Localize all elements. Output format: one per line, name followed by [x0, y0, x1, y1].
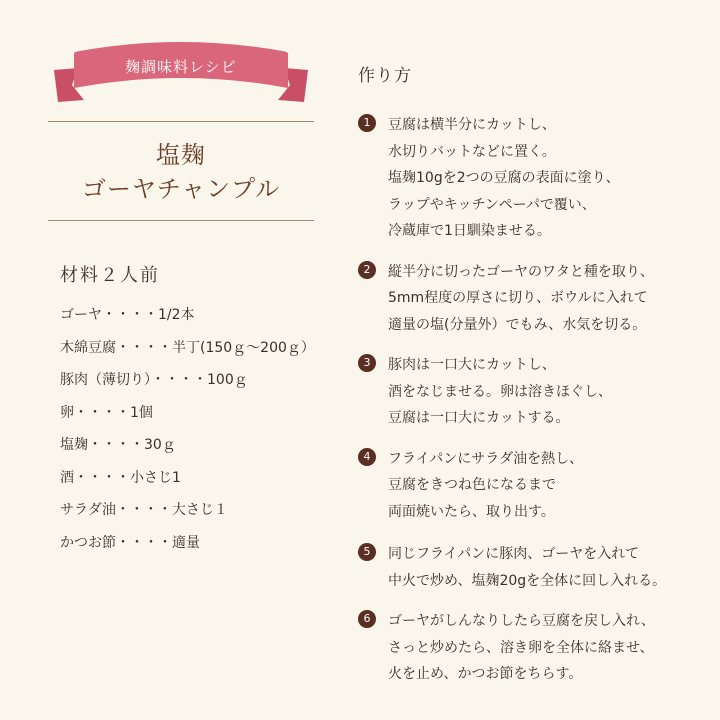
step-text-line: 水切りバットなどに置く。: [388, 143, 556, 160]
left-panel: [48, 28, 314, 565]
step-text-line: 両面焼いたら、取り出す。: [388, 503, 555, 520]
step-item: [358, 541, 698, 594]
banner-title: 麹調味料レシピ: [125, 58, 237, 76]
ingredient-item: 豚肉（薄切り）・・・・100ｇ: [60, 372, 248, 388]
step-text-line: ゴーヤがしんなりしたら豆腐を戻し入れ、: [388, 613, 655, 629]
step-text-line: 豆腐は一口大にカットする。: [388, 410, 570, 426]
step-item: [358, 446, 698, 526]
step-number-badge: 5: [358, 543, 376, 561]
step-text-line: 酒をなじませる。卵は溶きほぐし、: [388, 383, 612, 400]
step-text-line: 適量の塩(分量外）でもみ、水気を切る。: [388, 316, 647, 333]
ingredient-item: サラダ油・・・・大さじ１: [60, 502, 228, 518]
ingredient-item: ゴーヤ・・・・1/2本: [60, 307, 195, 323]
ingredient-item: 酒・・・・小さじ1: [60, 469, 181, 486]
materials-heading: 材料２人前: [60, 265, 160, 286]
step-number-badge: 4: [358, 448, 376, 466]
step-text-line: 中火で炒め、塩麹20gを全体に回し入れる。: [388, 572, 667, 589]
step-text-line: フライパンにサラダ油を熱し、: [388, 450, 584, 467]
step-item: [358, 608, 698, 688]
step-text-line: 火を止め、かつお節をちらす。: [388, 666, 583, 682]
step-text-line: 豆腐をきつね色になるまで: [388, 477, 556, 493]
ingredient-item: 塩麹・・・・30ｇ: [60, 437, 176, 453]
step-text-line: 豚肉は一口大にカットし、: [388, 357, 556, 373]
step-text-line: ラップやキッチンペーパで覆い、: [388, 196, 596, 213]
recipe-title-line2: ゴーヤチャンプル: [81, 175, 281, 203]
step-number-badge: 6: [358, 610, 376, 628]
banner: [48, 28, 314, 108]
step-number-badge: 3: [358, 354, 376, 372]
ingredient-item: 卵・・・・1個: [60, 404, 153, 421]
step-number-badge: 1: [358, 114, 376, 132]
ingredient-item: かつお節・・・・適量: [60, 534, 200, 551]
method-panel: [358, 64, 698, 688]
step-list: [358, 112, 698, 688]
step-text-line: 5mm程度の厚さに切り、ボウルに入れて: [388, 290, 648, 306]
step-text-line: 塩麹10gを2つの豆腐の表面に塗り、: [388, 170, 620, 186]
step-item: [358, 112, 698, 245]
ingredient-list: [60, 305, 314, 565]
step-text-line: 同じフライパンに豚肉、ゴーヤを入れて: [388, 546, 640, 562]
step-text-line: 縦半分に切ったゴーヤのワタと種を取り、: [388, 263, 654, 280]
step-text-line: さっと炒めたら、溶き卵を全体に絡ませ、: [388, 639, 654, 656]
method-heading: 作り方: [358, 66, 412, 86]
step-item: [358, 259, 698, 339]
recipe-title-line1: 塩麹: [156, 141, 206, 169]
step-text-line: 豆腐は横半分にカットし、: [388, 117, 556, 133]
title-divider-bottom: [48, 220, 314, 221]
step-item: [358, 352, 698, 432]
step-text-line: 冷蔵庫で1日馴染ませる。: [388, 223, 551, 239]
ingredient-item: 木綿豆腐・・・・半丁(150ｇ～200ｇ）: [60, 339, 315, 356]
recipe-title: [48, 122, 314, 220]
step-number-badge: 2: [358, 261, 376, 279]
